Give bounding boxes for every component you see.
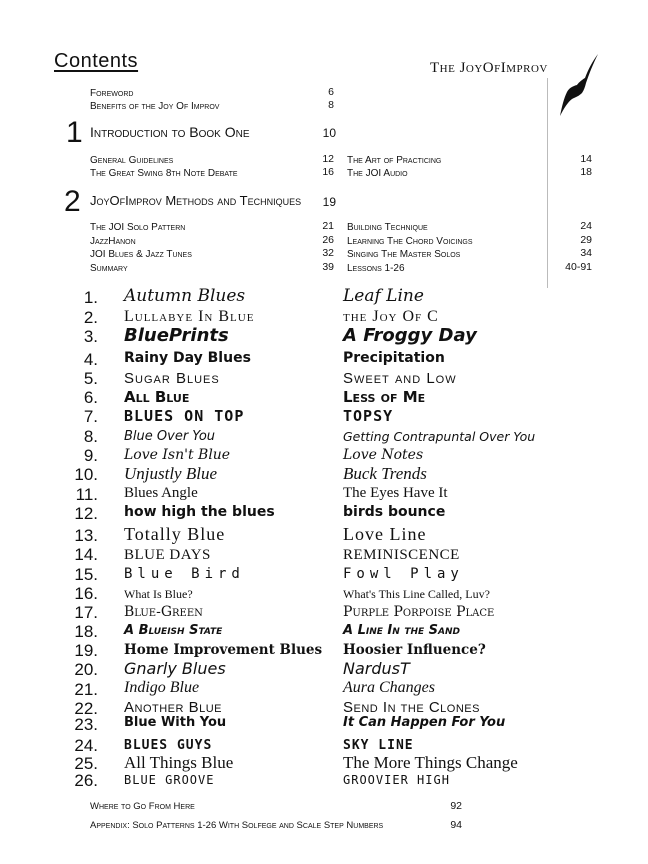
page-title: Contents [54,50,139,72]
toc-page: 12 [322,153,334,165]
lesson-number: 15. [74,565,98,584]
lesson-title-right[interactable]: A Froggy Day [343,325,477,346]
toc-entry[interactable]: Learning The Chord Voicings [347,236,473,247]
lesson-title-right[interactable]: GROOVIER HIGH [343,773,450,787]
lesson-title-right[interactable]: Send In the Clones [343,699,480,716]
lesson-number: 24. [74,736,98,755]
section-title[interactable]: Introduction to Book One [90,124,250,140]
lesson-title-left[interactable]: Blue-Green [124,604,203,620]
lesson-number: 19. [74,641,98,660]
lesson-title-left[interactable]: Another Blue [124,699,223,716]
toc-page: 32 [322,247,334,259]
toc-entry[interactable]: JOI Blues & Jazz Tunes [90,249,192,260]
lesson-title-left[interactable]: Sugar Blues [124,370,220,387]
lesson-number: 12. [74,504,98,523]
toc-page: 21 [322,220,334,232]
lesson-number: 16. [74,584,98,603]
lesson-number: 10. [74,465,98,484]
section-title[interactable]: JoyOfImprov Methods and Techniques [90,193,302,208]
lesson-number: 26. [74,771,98,790]
lesson-number: 5. [83,369,98,388]
lesson-title-left[interactable]: Love Isn't Blue [124,447,231,463]
toc-entry[interactable]: Lessons 1-26 [347,263,405,274]
toc-page: 92 [450,800,462,812]
bird-icon [558,52,600,118]
lesson-number: 22. [74,699,98,718]
lesson-number: 11. [75,485,98,504]
lesson-title-right[interactable]: It Can Happen For You [343,715,506,730]
lesson-title-right[interactable]: REMINISCENCE [343,547,460,563]
lesson-number: 17. [74,603,98,622]
lesson-title-left[interactable]: Unjustly Blue [124,464,218,483]
toc-entry[interactable]: The JOI Solo Pattern [90,222,186,233]
lesson-title-right[interactable]: Hoosier Influence? [343,642,486,658]
toc-entry[interactable]: The JOI Audio [347,168,408,179]
lesson-title-right[interactable]: Fowl Play [343,566,464,582]
section-number: 1 [66,116,83,149]
lesson-title-left[interactable]: Gnarly Blues [124,659,226,678]
lesson-title-right[interactable]: TOPSY [343,407,394,425]
lesson-title-right[interactable]: Buck Trends [343,464,427,483]
lesson-title-left[interactable]: All Blue [124,388,190,406]
lesson-number: 18. [74,622,98,641]
toc-entry[interactable]: The Great Swing 8th Note Debate [90,168,238,179]
toc-entry[interactable]: The Art of Practicing [347,155,442,166]
lesson-title-left[interactable]: Blue With You [124,715,227,730]
section-number: 2 [64,185,81,218]
lesson-title-left[interactable]: A Blueish State [124,623,223,638]
lesson-title-right[interactable]: SKY LINE [343,738,414,753]
lesson-title-left[interactable]: how high the blues [124,504,275,520]
section-page: 10 [322,126,336,140]
lesson-title-right[interactable]: Love Notes [343,447,424,463]
lesson-number: 2. [83,308,98,327]
lesson-title-left[interactable]: BLUE GROOVE [124,773,215,787]
lesson-title-left[interactable]: BLUE DAYS [124,547,211,563]
lesson-title-right[interactable]: The Eyes Have It [343,485,448,501]
toc-page: 26 [322,234,334,246]
toc-entry[interactable]: Building Technique [347,222,428,233]
lesson-title-right[interactable]: Precipitation [343,350,445,366]
lesson-number: 4. [83,350,98,369]
lesson-title-right[interactable]: The More Things Change [343,753,518,772]
toc-entry-foreword[interactable]: Foreword [90,88,134,99]
lesson-title-right[interactable]: NardusT [343,659,410,678]
lesson-number: 8. [83,427,98,446]
lesson-title-left[interactable]: BLUES GUYS [124,738,213,753]
section-page: 19 [322,195,336,209]
lesson-title-left[interactable]: All Things Blue [124,753,234,772]
toc-page: 39 [322,261,334,273]
lesson-number: 7. [83,407,98,426]
toc-page: 6 [328,86,334,98]
lesson-title-left[interactable]: Lullabye In Blue [124,308,255,325]
lesson-title-right[interactable]: birds bounce [343,504,446,520]
lesson-title-right[interactable]: A Line In the Sand [343,623,460,638]
lesson-title-left[interactable]: Blue Over You [124,429,216,444]
lesson-title-left[interactable]: Totally Blue [124,524,226,544]
toc-page: 16 [322,166,334,178]
lesson-number: 1. [83,288,98,307]
lesson-title-right[interactable]: Less of Me [343,388,426,406]
lesson-title-right[interactable]: Love Line [343,524,427,544]
toc-page: 18 [580,166,592,178]
toc-page: 29 [580,234,592,246]
lesson-number: 25. [74,754,98,773]
lesson-title-right[interactable]: Aura Changes [343,679,435,696]
lesson-title-left[interactable]: BLUES ON TOP [124,407,245,425]
lesson-title-left[interactable]: Blue Bird [124,566,245,582]
toc-page: 8 [328,99,334,111]
toc-entry-where-to-go[interactable]: Where to Go From Here [90,801,195,812]
lesson-title-right[interactable]: the Joy Of C [343,308,439,325]
column-divider [547,78,548,288]
lesson-number: 14. [74,545,98,564]
lesson-title-left[interactable]: Blues Angle [124,485,198,501]
toc-page: 40-91 [565,261,592,273]
lesson-title-right[interactable]: What's This Line Called, Luv? [343,587,490,601]
toc-entry-benefits[interactable]: Benefits of the Joy Of Improv [90,101,220,112]
toc-page: 24 [580,220,592,232]
lesson-title-right[interactable]: Sweet and Low [343,370,457,387]
lesson-number: 6. [83,388,98,407]
toc-entry-appendix[interactable]: Appendix: Solo Patterns 1-26 With Solfege and Scale Step Numbers [90,820,384,831]
lesson-title-left[interactable]: Rainy Day Blues [124,350,251,366]
lesson-title-left[interactable]: Indigo Blue [124,679,200,696]
toc-entry[interactable]: Summary [90,263,128,274]
lesson-title-right[interactable]: Getting Contrapuntal Over You [343,429,536,444]
toc-page: 34 [580,247,592,259]
lesson-number: 23. [74,715,98,734]
toc-entry[interactable]: General Guidelines [90,155,174,166]
lesson-number: 20. [74,660,98,679]
toc-entry[interactable]: Singing The Master Solos [347,249,461,260]
brand-title: The JoyOfImprov [430,60,548,76]
toc-page: 14 [580,153,592,165]
lesson-number: 3. [83,327,98,346]
lesson-number: 21. [74,680,98,699]
toc-entry[interactable]: JazzHanon [90,236,136,247]
lesson-title-left[interactable]: What Is Blue? [124,587,193,601]
lesson-title-right[interactable]: Leaf Line [343,286,424,306]
lesson-title-left[interactable]: Autumn Blues [124,286,246,306]
lesson-title-left[interactable]: Home Improvement Blues [124,642,323,658]
lesson-title-right[interactable]: Purple Porpoise Place [343,604,495,620]
toc-page: 94 [450,819,462,831]
lesson-title-left[interactable]: BluePrints [124,325,229,346]
lesson-number: 9. [83,446,98,465]
lesson-number: 13. [74,526,98,545]
